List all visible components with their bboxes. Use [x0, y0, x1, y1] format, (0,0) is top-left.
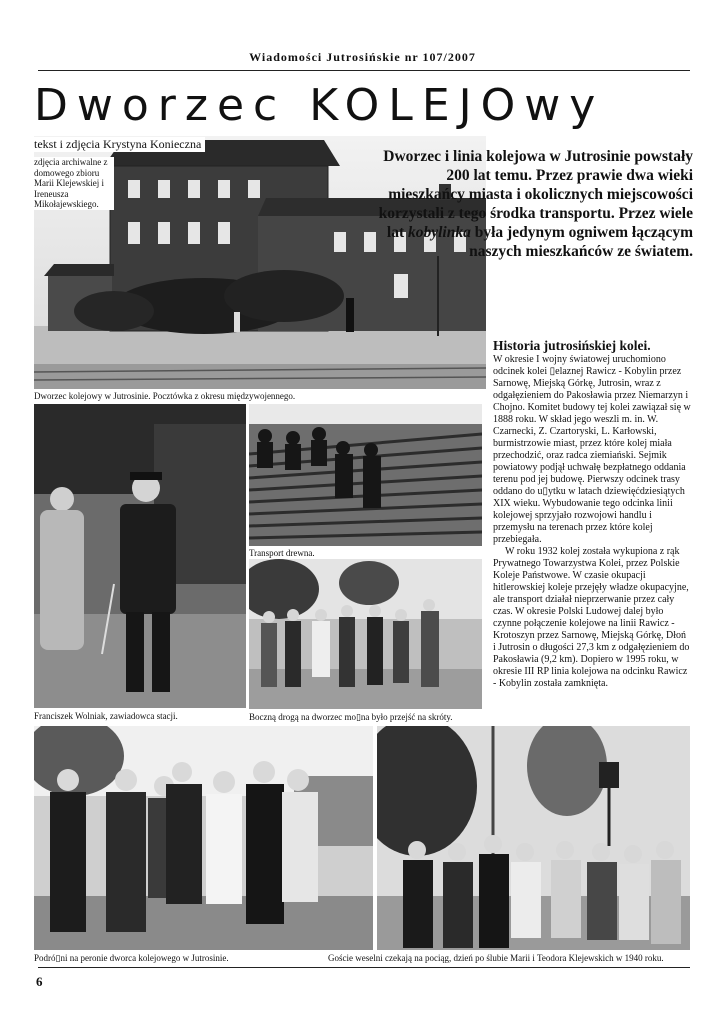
- header-rule: [38, 70, 690, 71]
- page-number: 6: [36, 974, 43, 989]
- caption-station-master: Franciszek Wolniak, zawiadowca stacji.: [34, 711, 178, 721]
- caption-timber-transport: Transport drewna.: [249, 548, 315, 558]
- photo-timber-transport: [249, 404, 482, 546]
- footer-rule: [38, 967, 690, 968]
- section-title: Historia jutrosińskiej kolei.: [493, 338, 651, 353]
- article-paragraph: W okresie I wojny światowej uruchomiono odcinek kolei ▯elaznej Rawicz - Kobylin przez Sarnowę, Miejską Górkę, Jutrosin, wraz z odgałęzieniem do Pakosławia przez Niemarzyn i Chojno. Komitet budowy tej kolei zawiązał się w 1888 roku. W skład jego weszli m. in. W. Czarnecki, Z. Czartoryski, L. Karłowski, burmistrzowie miast, przez które kolej miała przechodzić, oraz radca ziemiański. Sejmik powiatowy podjął uchwałę bezpłatnego oddania terenu pod jej budowę. Pierwszy odcinek trasy oddano do u▯ytku w latach dziewięćdziesiątych XIX wieku. Wybudowanie tego odcinka linii kolejowej sprzyjało rozwojowi handlu i przemysłu na terenach przez które kolej przebiegała.: [493, 354, 691, 545]
- headline: Dworzec KOLEJOwy: [34, 80, 605, 131]
- archive-note: zdjęcia archiwalne z domowego zbioru Marii Klejewskiej i Ireneusza Mikołajewskiego.: [34, 157, 114, 210]
- masthead: Wiadomości Jutrosińskie nr 107/2007: [249, 50, 476, 64]
- caption-station-postcard: Dworzec kolejowy w Jutrosinie. Pocztówka z okresu międzywojennego.: [34, 391, 296, 401]
- caption-wedding-guests: Goście weselni czekają na pociąg, dzień po ślubie Marii i Teodora Klejewskich w 1940 roku.: [328, 953, 664, 963]
- article-paragraph: W roku 1932 kolej została wykupiona z rąk Prywatnego Towarzystwa Kolei, przez Polskie Koleje Państwowe. W czasie okupacji hitlerowskiej koleje przejęły władze okupacyjne, ale transport działał nieprzerwanie przez cały czas. W okresie Polski Ludowej dalej było czynne połączenie kolejowe na linii Rawicz - Krotoszyn przez Sarnowę, Miejską Górkę, Dłoń i Jutrosin o długości 27,3 km z odgałęzieniem do Pakosławia (9,2 km). Dopiero w 1995 roku, w okresie III RP linia kolejowa na odcinku Rawicz - Kobylin została zamknięta.: [493, 546, 690, 689]
- photo-wedding-guests: [377, 726, 690, 950]
- photo-platform-travellers: [34, 726, 373, 950]
- photo-station-master: [34, 404, 246, 708]
- article-body: [493, 354, 691, 690]
- author-credit: tekst i zdjęcia Krystyna Konieczna: [34, 137, 205, 152]
- lead-paragraph: Dworzec i linia kolejowa w Jutrosinie powstały 200 lat temu. Przez prawie dwa wieki mieszkańcy miasta i okolicznych miejscowości korzystali z tego środka transportu. Przez wiele lat kobylinka była jedynym ogniwem łączącym naszych mieszkańców ze światem.: [378, 148, 693, 260]
- photo-side-road-group: [249, 559, 482, 709]
- caption-platform-travellers: Podró▯ni na peronie dworca kolejowego w Jutrosinie.: [34, 953, 229, 963]
- caption-side-road-group: Boczną drogą na dworzec mo▯na było przejść na skróty.: [249, 712, 453, 722]
